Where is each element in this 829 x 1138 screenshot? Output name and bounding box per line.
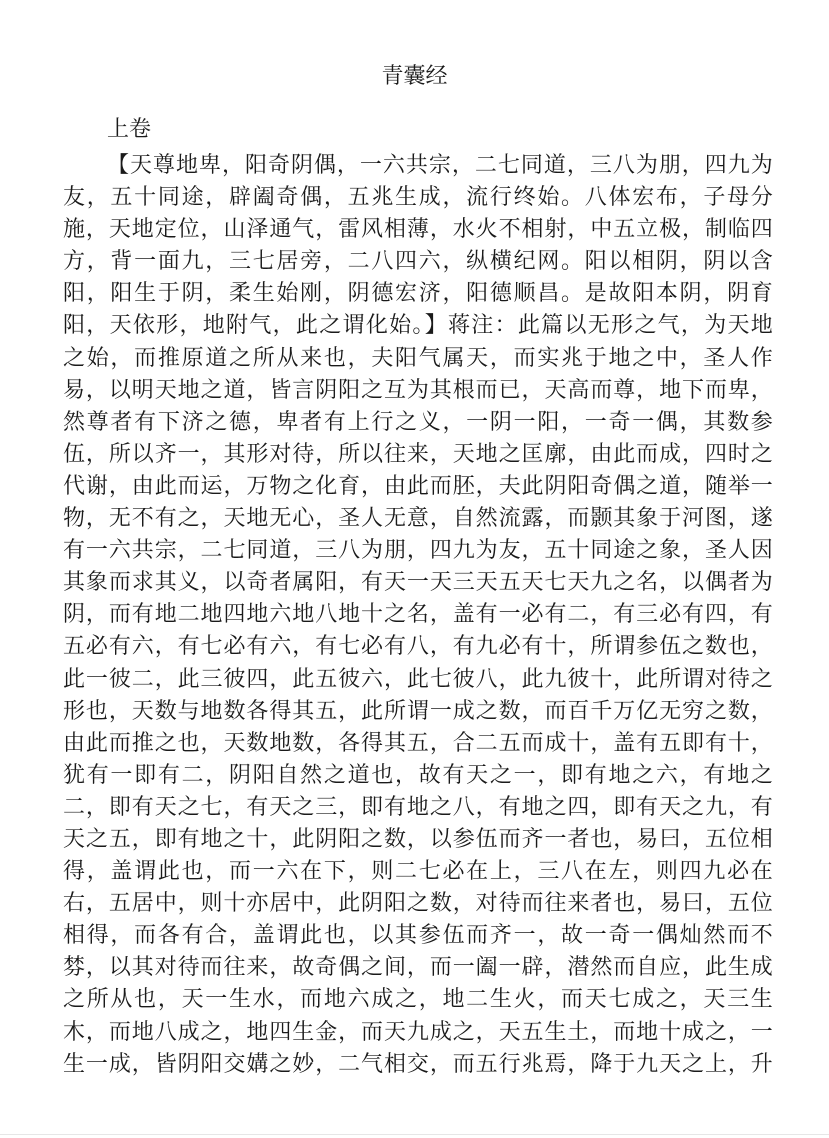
text-line: 阳，阳生于阴，柔生始刚，阴德宏济，阳德顺昌。是故阳本阴，阴育 (63, 281, 773, 307)
text-line: 由此而推之也，天数地数，各得其五，合二五而成十，盖有五即有十， (63, 730, 773, 756)
text-line: 伍，所以齐一，其形对待，所以往来，天地之匡廓，由此而成，四时之 (63, 441, 773, 467)
text-line: 有一六共宗，二七同道，三八为朋，四九为友，五十同途之象，圣人因 (63, 538, 773, 564)
text-line: 施，天地定位，山泽通气，雷风相薄，水火不相射，中五立极，制临四 (63, 217, 773, 243)
text-line: 天之五，即有地之十，此阴阳之数，以参伍而齐一者也，易曰，五位相 (63, 826, 773, 852)
text-line: 代谢，由此而运，万物之化育，由此而胚，夫此阴阳奇偶之道，随举一 (63, 473, 773, 499)
text-line: 二，即有天之七，有天之三，即有地之八，有地之四，即有天之九，有 (63, 794, 773, 820)
text-line: 形也，天数与地数各得其五，此所谓一成之数，而百千万亿无穷之数， (63, 698, 773, 724)
document-title: 青囊经 (381, 64, 448, 89)
text-line: 犹有一即有二，阴阳自然之道也，故有天之一，即有地之六，有地之 (63, 762, 773, 788)
text-line: 其象而求其义，以奇者属阳，有天一天三天五天七天九之名，以偶者为 (63, 570, 773, 596)
text-line: 阳，天依形，地附气，此之谓化始。】蒋注：此篇以无形之气，为天地 (63, 313, 773, 339)
text-line: 易，以明天地之道，皆言阴阳之互为其根而已，天高而尊，地下而卑， (63, 377, 773, 403)
text-line: 之所从也，天一生水，而地六成之，地二生火，而天七成之，天三生 (63, 987, 773, 1013)
text-line: 生一成，皆阴阳交媾之妙，二气相交，而五行兆焉，降于九天之上，升 (63, 1051, 773, 1077)
text-line: 之始，而推原道之所从来也，夫阳气属天，而实兆于地之中，圣人作 (63, 345, 773, 371)
text-line: 物，无不有之，天地无心，圣人无意，自然流露，而颢其象于河图，遂 (63, 506, 773, 532)
text-line: 方，背一面九，三七居旁，二八四六，纵横纪网。阳以相阴，阴以含 (63, 249, 773, 275)
page-bottom-rule (0, 1134, 829, 1135)
text-line: 友，五十同途，辟阖奇偶，五兆生成，流行终始。八体宏布，子母分 (63, 185, 773, 211)
text-line: 此一彼二，此三彼四，此五彼六，此七彼八，此九彼十，此所谓对待之 (63, 666, 773, 692)
text-line: 得，盖谓此也，而一六在下，则二七必在上，三八在左，则四九必在 (63, 859, 773, 885)
text-line: 相得，而各有合，盖谓此也，以其参伍而齐一，故一奇一偶灿然而不 (63, 923, 773, 949)
text-line: 右，五居中，则十亦居中，此阴阳之数，对待而往来者也，易曰，五位 (63, 891, 773, 917)
text-line: 阴，而有地二地四地六地八地十之名，盖有一必有二，有三必有四，有 (63, 602, 773, 628)
section-heading: 上卷 (107, 117, 152, 142)
text-line: 棼，以其对待而往来，故奇偶之间，而一阖一辟，潜然而自应，此生成 (63, 955, 773, 981)
text-line: 木，而地八成之，地四生金，而天九成之，天五生土，而地十成之，一 (63, 1019, 773, 1045)
text-line: 五必有六，有七必有六，有七必有八，有九必有十，所谓参伍之数也， (63, 634, 773, 660)
text-line: 然尊者有下济之德，卑者有上行之义，一阴一阳，一奇一偶，其数参 (63, 409, 773, 435)
body-text (63, 150, 773, 1081)
text-line: 【天尊地卑，阳奇阴偶，一六共宗，二七同道，三八为朋，四九为 (107, 153, 773, 178)
